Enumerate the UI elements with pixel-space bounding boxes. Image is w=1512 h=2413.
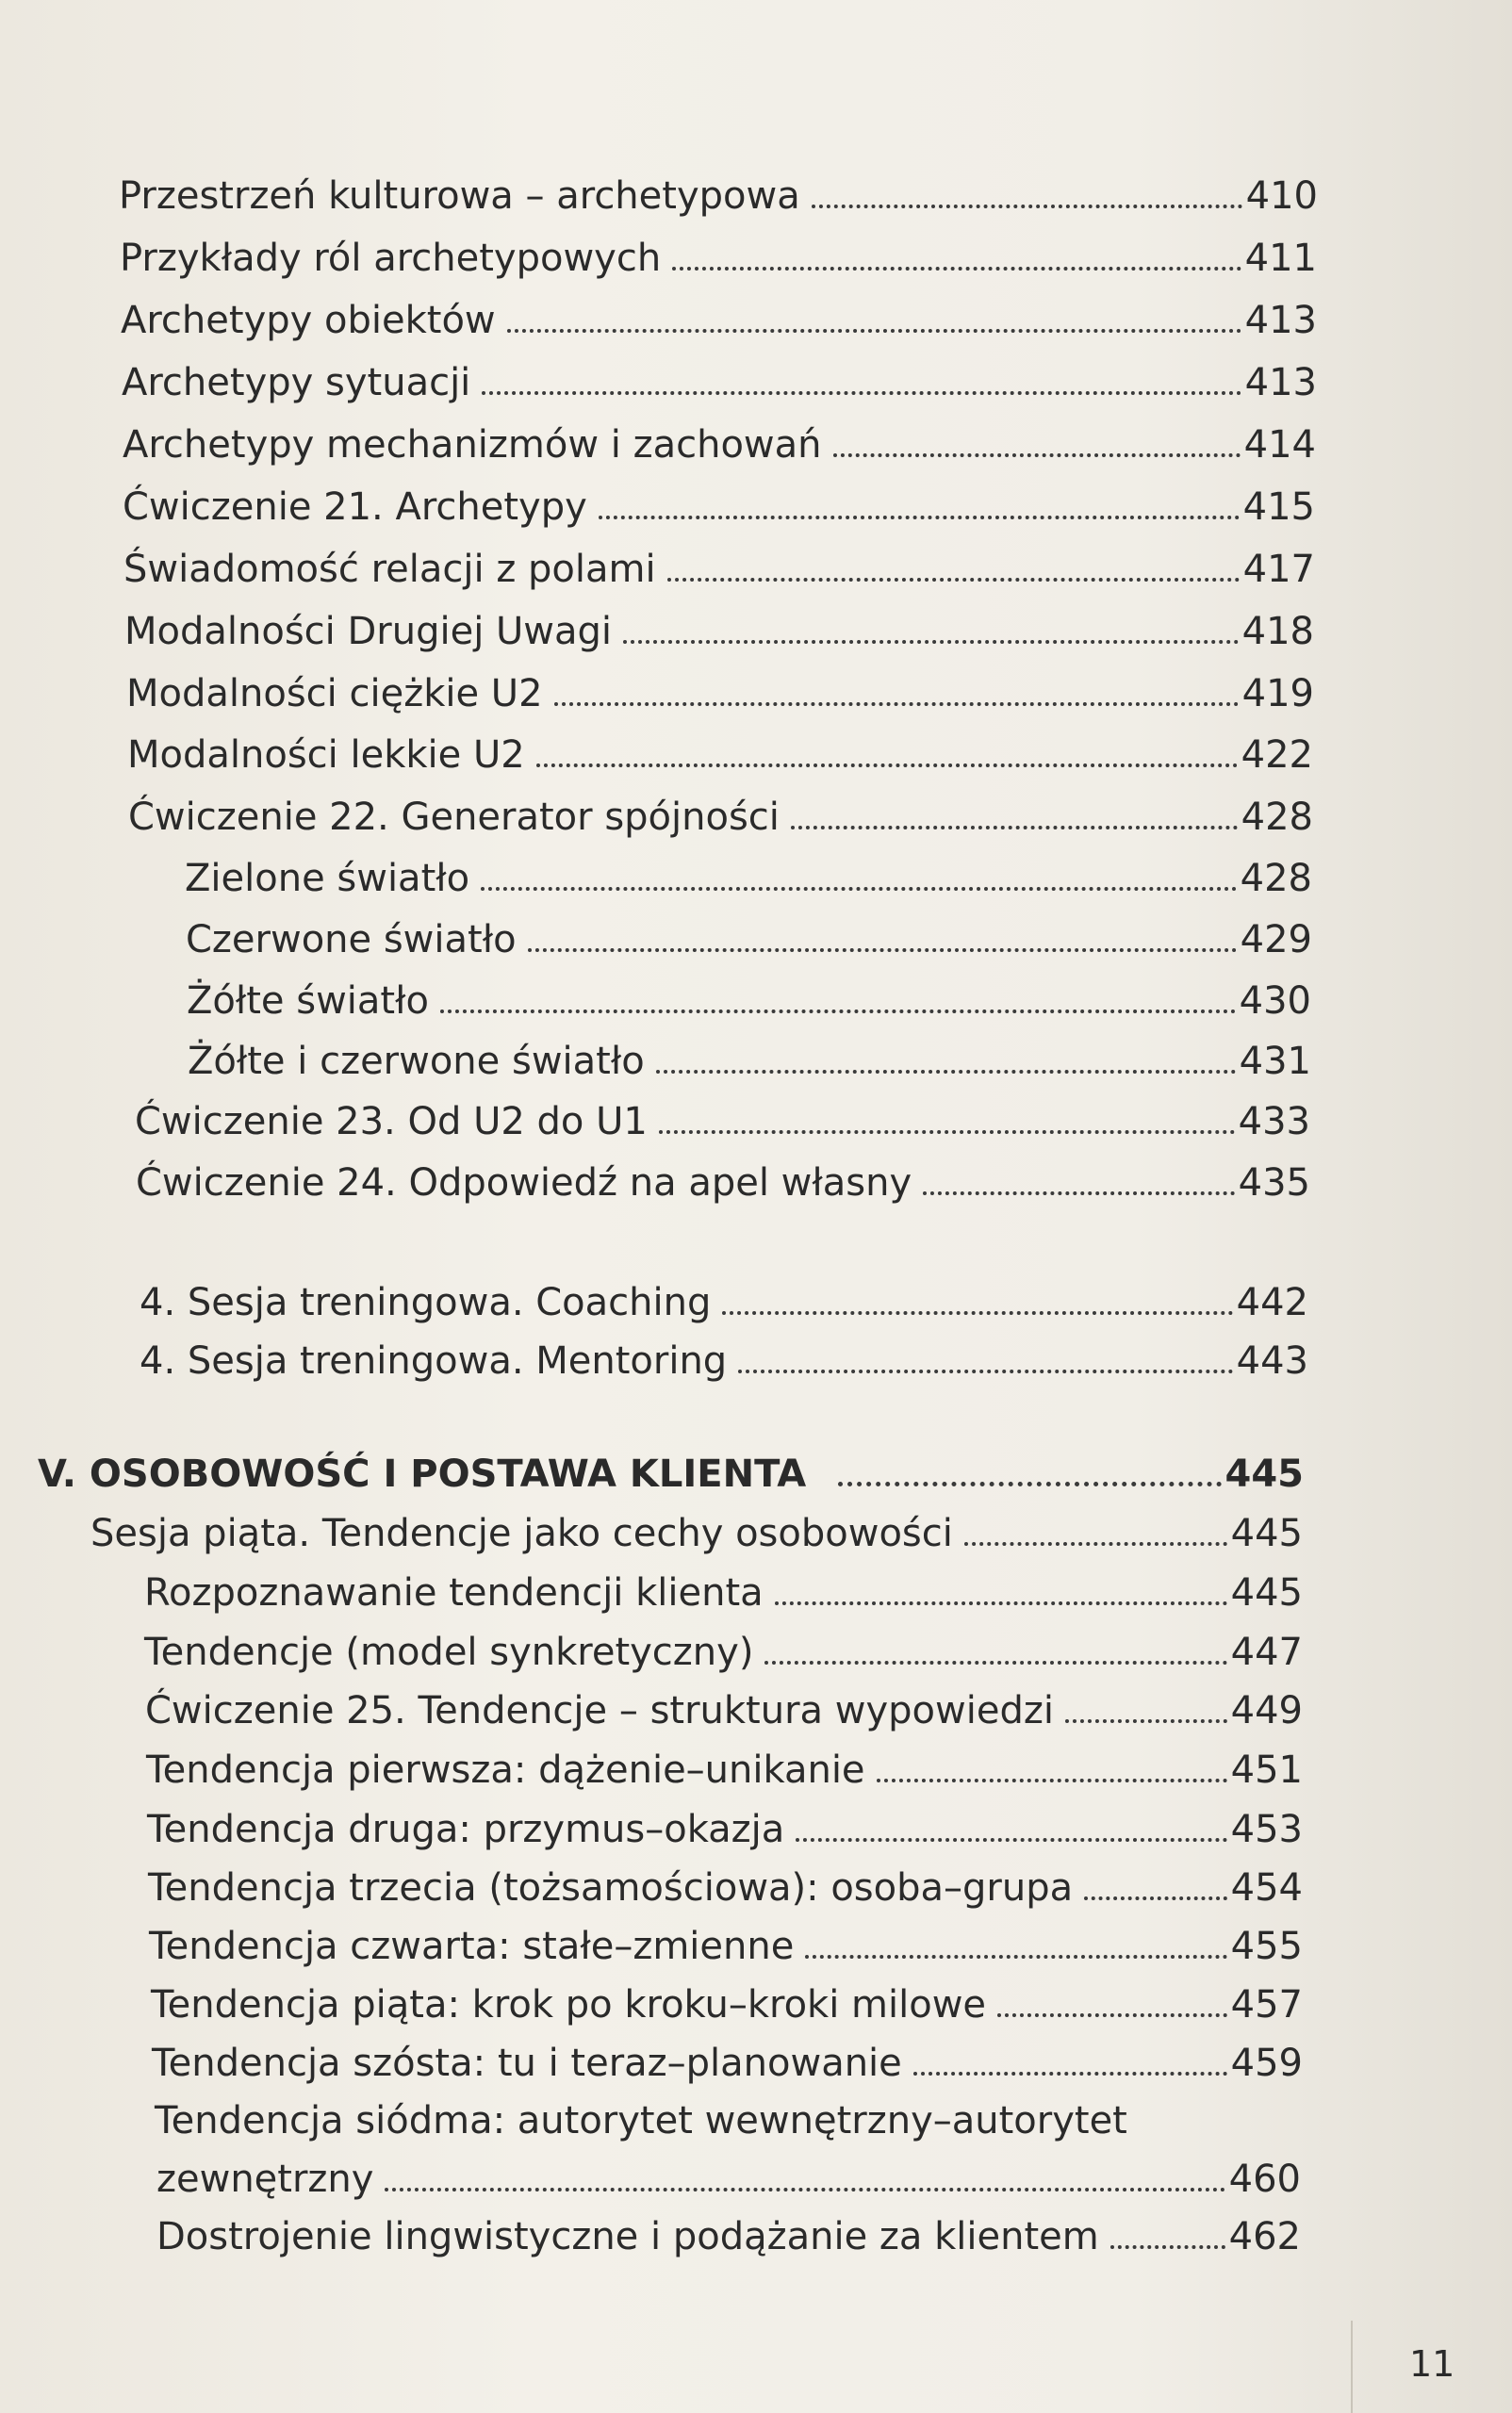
- toc-entry-title: Zielone światło: [185, 857, 470, 900]
- dot-leader: [1110, 2245, 1225, 2249]
- toc-entry-page: 430: [1239, 979, 1311, 1023]
- toc-entry-page: 413: [1244, 299, 1317, 342]
- dot-leader: [554, 702, 1239, 706]
- toc-entry-page: 459: [1230, 2042, 1303, 2085]
- toc-entry-title: Dostrojenie lingwistyczne i podążanie za klientem: [156, 2215, 1099, 2258]
- dot-leader: [764, 1661, 1226, 1665]
- toc-entry: [127, 730, 1313, 780]
- toc-entry-title: Archetypy mechanizmów i zachowań: [123, 423, 822, 467]
- dot-leader: [385, 2188, 1224, 2191]
- toc-entry: [186, 915, 1312, 964]
- toc-entry: [151, 1980, 1303, 2029]
- toc-entry-page: 417: [1242, 548, 1315, 591]
- toc-entry: [149, 1922, 1303, 1971]
- toc-entry: [128, 793, 1313, 842]
- toc-entry-title: Ćwiczenie 22. Generator spójności: [128, 796, 780, 839]
- toc-entry-page: 445: [1224, 1453, 1304, 1496]
- dot-leader: [775, 1601, 1227, 1605]
- toc-entry: [152, 2039, 1303, 2088]
- dot-leader: [1084, 1896, 1227, 1900]
- toc-entry-page: 447: [1230, 1631, 1303, 1674]
- toc-entry-title: Czerwone światło: [186, 918, 517, 961]
- toc-entry: [119, 172, 1318, 221]
- dot-leader: [812, 205, 1242, 208]
- toc-entry: [185, 854, 1312, 903]
- dot-leader: [738, 1370, 1232, 1373]
- toc-entry: [147, 1805, 1303, 1854]
- toc-entry-page: 443: [1236, 1339, 1308, 1383]
- dot-leader: [599, 516, 1240, 519]
- dot-leader: [964, 1542, 1227, 1546]
- toc-entry-title: Żółte światło: [187, 979, 429, 1023]
- toc-entry-title: Świadomość relacji z polami: [123, 548, 656, 591]
- dot-leader: [672, 267, 1241, 271]
- toc-entry: [144, 1628, 1303, 1677]
- toc-entry-title: Tendencja piąta: krok po kroku–kroki milowe: [151, 1983, 987, 2027]
- toc-entry-page: 454: [1230, 1866, 1303, 1910]
- toc-entry-page: 414: [1243, 423, 1316, 467]
- toc-entry-page: 460: [1228, 2158, 1301, 2201]
- toc-entry-title: Tendencja szósta: tu i teraz–planowanie: [152, 2042, 902, 2085]
- toc-entry-title: Archetypy sytuacji: [122, 361, 471, 404]
- dot-leader: [791, 826, 1238, 829]
- toc-entry-title: 4. Sesja treningowa. Coaching: [140, 1281, 712, 1324]
- toc-entry-title: Przykłady ról archetypowych: [120, 237, 662, 280]
- toc-entry: [146, 1746, 1303, 1795]
- toc-entry-title: 4. Sesja treningowa. Mentoring: [140, 1339, 728, 1383]
- toc-entry-title: Modalności ciężkie U2: [126, 672, 543, 715]
- toc-entry: [187, 977, 1311, 1026]
- toc-entry-title: Ćwiczenie 25. Tendencje – struktura wypowiedzi: [145, 1689, 1054, 1732]
- dot-leader: [623, 640, 1239, 644]
- toc-entry-page: 411: [1244, 237, 1317, 280]
- toc-entry: [124, 607, 1314, 656]
- toc-entry-page: 415: [1242, 485, 1315, 529]
- dot-leader: [656, 1070, 1236, 1074]
- toc-entry-title: Żółte i czerwone światło: [188, 1040, 645, 1083]
- dot-leader: [507, 329, 1241, 333]
- toc-entry-page: 410: [1245, 174, 1318, 218]
- toc-entry-title-line1: Tendencja siódma: autorytet wewnętrzny–autorytet: [155, 2099, 1127, 2142]
- dot-leader: [667, 578, 1240, 582]
- dot-leader: [1065, 1719, 1227, 1723]
- dot-leader: [923, 1191, 1235, 1195]
- toc-entry: [136, 1158, 1310, 1207]
- toc-entry-page: 445: [1230, 1571, 1303, 1615]
- toc-entry: [135, 1097, 1310, 1146]
- dot-leader: [997, 2013, 1227, 2017]
- toc-entry: [121, 296, 1317, 345]
- toc-entry: [90, 1509, 1303, 1558]
- dot-leader: [659, 1130, 1235, 1134]
- toc-entry: [140, 1278, 1308, 1327]
- dot-leader: [805, 1955, 1226, 1959]
- toc-entry-page: 431: [1239, 1040, 1311, 1083]
- toc-entry-page: 428: [1240, 857, 1312, 900]
- toc-entry-page: 428: [1241, 796, 1313, 839]
- dot-leader: [481, 887, 1237, 891]
- dot-leader: [913, 2072, 1227, 2076]
- dot-leader: [482, 391, 1241, 395]
- dot-leader: [796, 1838, 1226, 1842]
- toc-entry-page: 422: [1241, 733, 1313, 777]
- toc-entry-title: Rozpoznawanie tendencji klienta: [144, 1571, 764, 1615]
- toc-entry: [144, 1568, 1303, 1617]
- toc-entry: [123, 420, 1316, 469]
- toc-entry-page: 435: [1238, 1161, 1310, 1205]
- toc-entry: [123, 545, 1315, 594]
- toc-entry-title: Tendencja pierwsza: dążenie–unikanie: [146, 1748, 865, 1792]
- toc-entry-page: 462: [1228, 2215, 1301, 2258]
- page-number-divider: [1351, 2321, 1353, 2413]
- toc-entry-page: 442: [1236, 1281, 1308, 1324]
- toc-entry: [140, 1337, 1308, 1386]
- toc-entry-page: 429: [1240, 918, 1312, 961]
- toc-entry-title: Modalności lekkie U2: [127, 733, 525, 777]
- toc-entry: [123, 483, 1315, 532]
- toc-entry: [145, 1686, 1303, 1735]
- toc-entry: [126, 669, 1314, 718]
- dot-leader: [877, 1779, 1227, 1782]
- toc-entry-page: 419: [1241, 672, 1314, 715]
- toc-entry-title: V. OSOBOWOŚĆ I POSTAWA KLIENTA: [38, 1453, 807, 1496]
- toc-entry-title: Modalności Drugiej Uwagi: [124, 610, 613, 653]
- dot-leader: [536, 763, 1238, 767]
- toc-chapter-heading: [38, 1450, 1304, 1499]
- toc-entry: [156, 2155, 1301, 2204]
- toc-entry: [122, 358, 1317, 407]
- toc-entry-page: 433: [1238, 1100, 1310, 1143]
- toc-entry-title: Ćwiczenie 21. Archetypy: [123, 485, 587, 529]
- toc-entry-title: Przestrzeń kulturowa – archetypowa: [119, 174, 800, 218]
- toc-entry-title: Tendencja czwarta: stałe–zmienne: [149, 1925, 795, 1968]
- toc-entry-title: Ćwiczenie 24. Odpowiedź na apel własny: [136, 1161, 912, 1205]
- toc-entry-title: Tendencja druga: przymus–okazja: [147, 1808, 785, 1851]
- toc-entry: [188, 1037, 1311, 1086]
- toc-entry-page: 413: [1244, 361, 1317, 404]
- toc-entry: [156, 2212, 1301, 2261]
- toc-entry-page: 445: [1230, 1512, 1303, 1555]
- page-number: 11: [1409, 2343, 1455, 2385]
- toc-entry-page: 453: [1230, 1808, 1303, 1851]
- toc-entry-title: Tendencja trzecia (tożsamościowa): osoba–grupa: [148, 1866, 1074, 1910]
- dot-leader: [440, 1010, 1236, 1013]
- toc-entry-title: Tendencje (model synkretyczny): [144, 1631, 754, 1674]
- toc-entry-page: 457: [1230, 1983, 1303, 2027]
- toc-entry-title: zewnętrzny: [156, 2158, 374, 2201]
- toc-entry: [148, 1863, 1303, 1912]
- dot-leader: [838, 1482, 1221, 1486]
- dot-leader: [833, 453, 1241, 457]
- dot-leader: [528, 948, 1237, 952]
- toc-entry-page: 418: [1241, 610, 1314, 653]
- dot-leader: [722, 1311, 1232, 1315]
- toc-entry-page: 449: [1230, 1689, 1303, 1732]
- toc-entry-title: Sesja piąta. Tendencje jako cechy osobowości: [90, 1512, 953, 1555]
- toc-entry-page: 451: [1230, 1748, 1303, 1792]
- toc-entry-title: Ćwiczenie 23. Od U2 do U1: [135, 1100, 648, 1143]
- toc-entry-title: Archetypy obiektów: [121, 299, 496, 342]
- toc-entry: [120, 234, 1317, 283]
- toc-entry-page: 455: [1230, 1925, 1303, 1968]
